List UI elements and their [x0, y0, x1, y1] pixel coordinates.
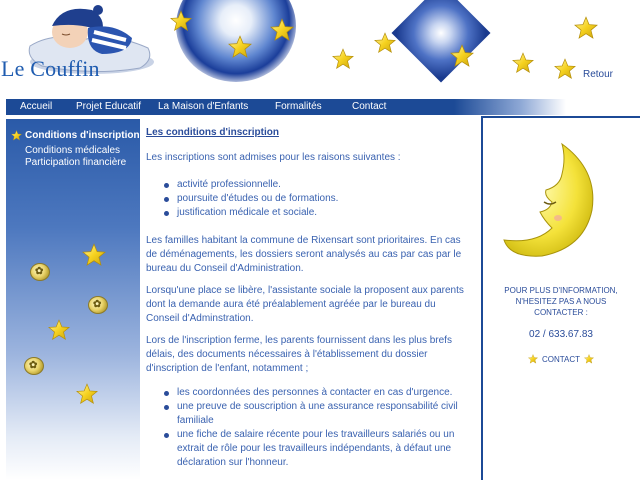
intro-text: Les inscriptions sont admises pour les raisons suivantes :: [146, 152, 401, 163]
info-line: N'HESITEZ PAS A NOUS: [515, 297, 607, 306]
star-icon: [48, 319, 70, 341]
star-icon: [170, 10, 192, 32]
star-icon: [512, 52, 534, 74]
list-item: une preuve de souscription à une assurance responsabilité civil familiale: [164, 400, 464, 428]
info-line: POUR PLUS D'INFORMATION,: [504, 286, 618, 295]
blue-diamond-decoration: [392, 0, 491, 82]
star-icon: [82, 243, 106, 267]
nav-item-projet-educatif[interactable]: Projet Educatif: [76, 101, 142, 112]
header: [0, 0, 640, 98]
star-icon: [11, 130, 22, 141]
place-paragraph: Lorsqu'une place se libère, l'assistante sociale la proposent aux parents dont la demande aura été préalablement agréée par le bureau du Conseil d'Adminstration.: [146, 285, 464, 324]
star-icon: [228, 35, 252, 59]
retour-link[interactable]: Retour: [583, 69, 614, 80]
star-icon: [270, 18, 294, 42]
star-icon: [374, 32, 396, 54]
sidebar: [6, 119, 140, 480]
divider: [481, 116, 483, 480]
sidebar-item-conditions-medicales[interactable]: Conditions médicales: [25, 145, 121, 156]
coin-icon: ✿: [88, 296, 108, 314]
sidebar-item-conditions-inscription[interactable]: [11, 130, 140, 141]
list-item: une fiche de salaire récente pour les travailleurs salariés ou un extrait de rôle pour les travailleurs indépendants, à défaut une déclaration sur l'honneur.: [164, 428, 464, 470]
nav-item-maison-enfants[interactable]: La Maison d'Enfants: [158, 101, 249, 112]
priority-paragraph: Les familles habitant la commune de Rixensart sont prioritaires. En cas de déménagements, les dossiers seront analysés au cas par cas par le bureau du Conseil d'Administration.: [146, 235, 462, 274]
info-line: CONTACTER :: [534, 308, 588, 317]
documents-paragraph: Lors de l'inscription ferme, les parents fournissent dans les plus brefs délais, des documents nécessaires à l'établissement du dossier d'inscription de l'enfant, notamment ;: [146, 335, 452, 374]
nav-item-formalites[interactable]: Formalités: [275, 101, 322, 112]
sidebar-item-label: Conditions d'inscription: [25, 130, 140, 141]
list-item: activité professionnelle.: [164, 178, 464, 192]
star-icon: [574, 16, 598, 40]
star-icon: [528, 354, 538, 364]
star-icon: [554, 58, 576, 80]
star-icon: [450, 44, 474, 68]
nav-item-accueil[interactable]: Accueil: [20, 101, 53, 112]
contact-link[interactable]: [488, 354, 634, 364]
list-item: poursuite d'études ou de formations.: [164, 192, 464, 206]
divider: [481, 116, 640, 118]
coin-icon: ✿: [24, 357, 44, 375]
nav-item-contact[interactable]: Contact: [352, 101, 387, 112]
page-title: Les conditions d'inscription: [146, 127, 279, 138]
moon-icon: [500, 140, 600, 260]
list-item: justification médicale et sociale.: [164, 206, 464, 220]
star-icon: [332, 48, 354, 70]
star-icon: [76, 383, 98, 405]
contact-info: [488, 285, 634, 318]
coin-icon: ✿: [30, 263, 50, 281]
site-logo[interactable]: Le Couffin: [1, 56, 100, 81]
list-item: les coordonnées des personnes à contacter en cas d'urgence.: [164, 386, 464, 400]
sidebar-item-participation-financiere[interactable]: Participation financière: [25, 157, 127, 168]
star-icon: [584, 354, 594, 364]
documents-list: [164, 386, 464, 470]
contact-label: CONTACT: [541, 354, 581, 364]
reasons-list: [164, 178, 464, 220]
main-nav: [6, 99, 566, 115]
phone-number: 02 / 633.67.83: [529, 329, 593, 340]
